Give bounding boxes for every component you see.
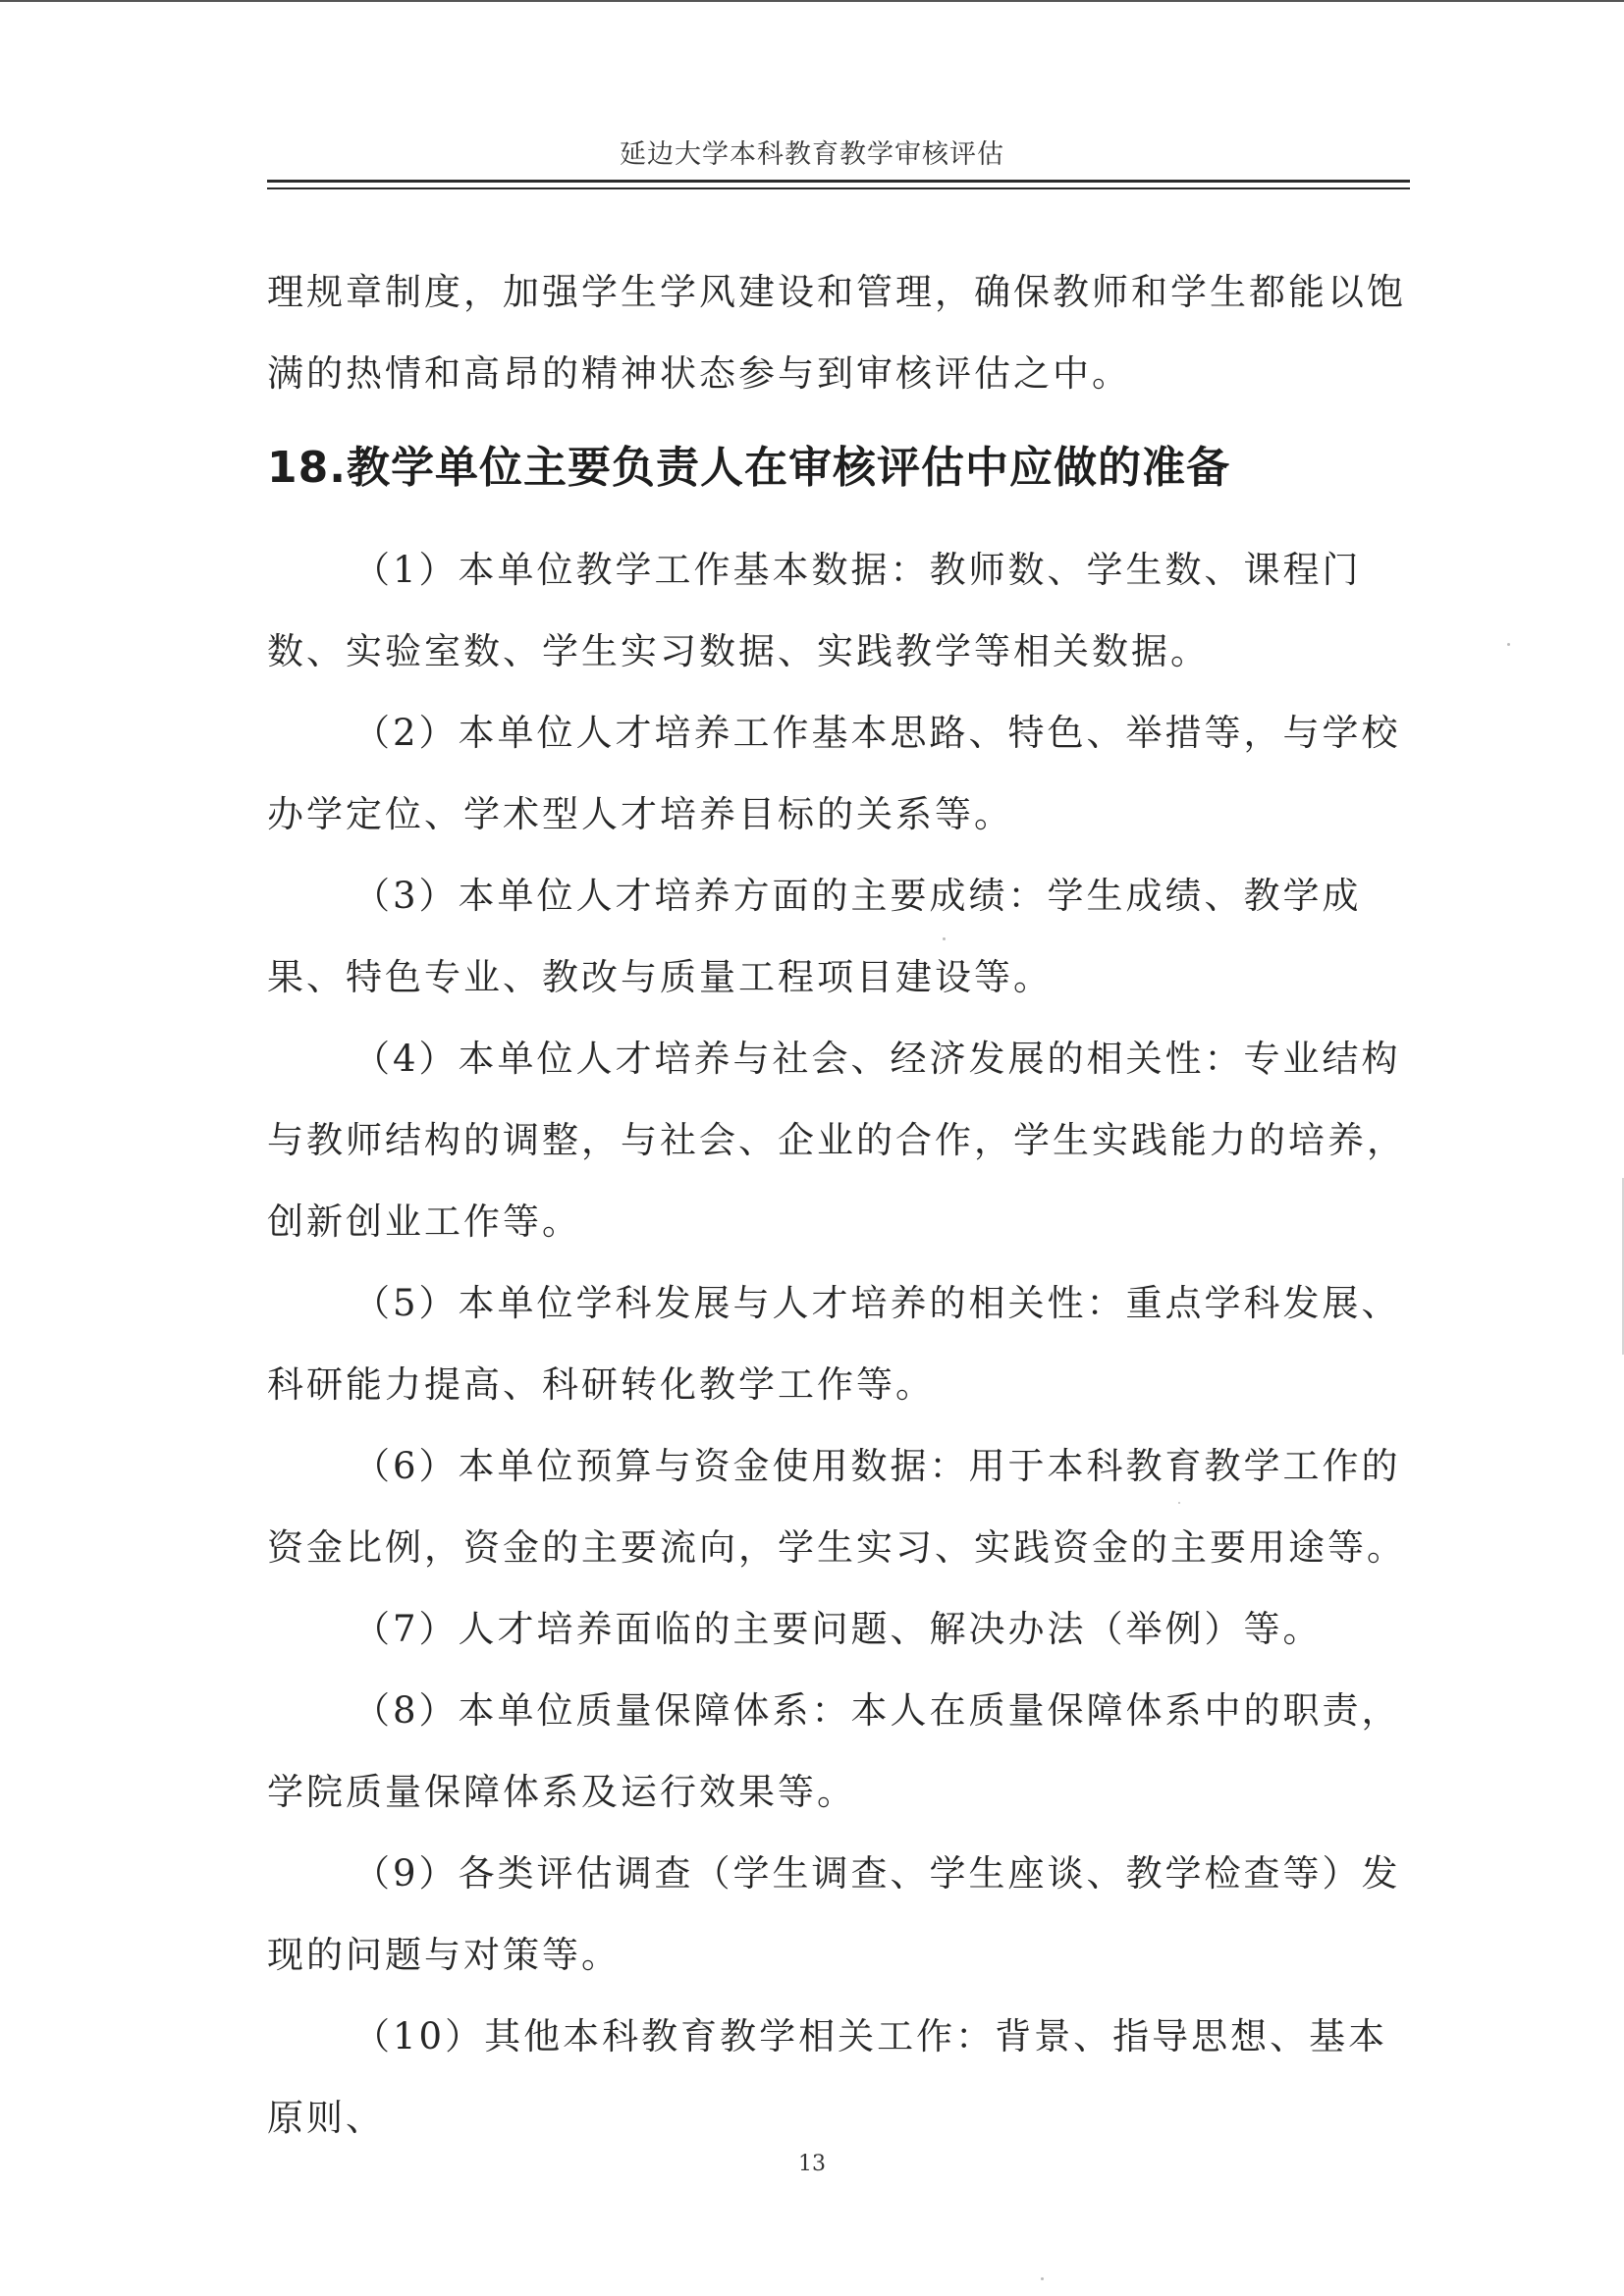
list-item: （2）本单位人才培养工作基本思路、特色、举措等，与学校办学定位、学术型人才培养目标的关系等。 <box>267 712 1401 835</box>
scan-speck <box>1041 2277 1044 2280</box>
item-list <box>267 529 1410 2159</box>
scan-speck <box>1507 643 1510 646</box>
list-item: （1）本单位教学工作基本数据：教师数、学生数、课程门数、实验室数、学生实习数据、实践教学等相关数据。 <box>267 549 1362 672</box>
list-item: （10）其他本科教育教学相关工作：背景、指导思想、基本原则、 <box>267 2015 1388 2139</box>
running-header: 延边大学本科教育教学审核评估 <box>620 139 1004 170</box>
header-rule-thick <box>267 180 1410 183</box>
list-item: （5）本单位学科发展与人才培养的相关性：重点学科发展、科研能力提高、科研转化教学工作等。 <box>267 1282 1401 1406</box>
scan-top-edge <box>0 0 1624 2</box>
intro-block <box>267 251 1410 414</box>
intro-paragraph: 理规章制度，加强学生学风建设和管理，确保教师和学生都能以饱满的热情和高昂的精神状态参与到审核评估之中。 <box>267 271 1406 395</box>
header-rule-thin <box>267 187 1410 189</box>
scan-speck <box>943 937 946 940</box>
list-item: （7）人才培养面临的主要问题、解决办法（举例）等。 <box>353 1608 1323 1650</box>
section-heading: 18.教学单位主要负责人在审核评估中应做的准备 <box>267 443 1230 493</box>
list-item: （8）本单位质量保障体系：本人在质量保障体系中的职责，学院质量保障体系及运行效果等。 <box>267 1689 1401 1813</box>
list-item: （3）本单位人才培养方面的主要成绩：学生成绩、教学成果、特色专业、教改与质量工程项目建设等。 <box>267 875 1362 998</box>
list-item: （9）各类评估调查（学生调查、学生座谈、教学检查等）发现的问题与对策等。 <box>267 1852 1401 1976</box>
list-item: （4）本单位人才培养与社会、经济发展的相关性：专业结构与教师结构的调整，与社会、企业的合作，学生实践能力的培养，创新创业工作等。 <box>267 1038 1406 1243</box>
scan-speck <box>1178 1502 1180 1504</box>
page-number: 13 <box>798 2152 826 2176</box>
list-item: （6）本单位预算与资金使用数据：用于本科教育教学工作的资金比例，资金的主要流向，学生实习、实践资金的主要用途等。 <box>267 1445 1406 1569</box>
